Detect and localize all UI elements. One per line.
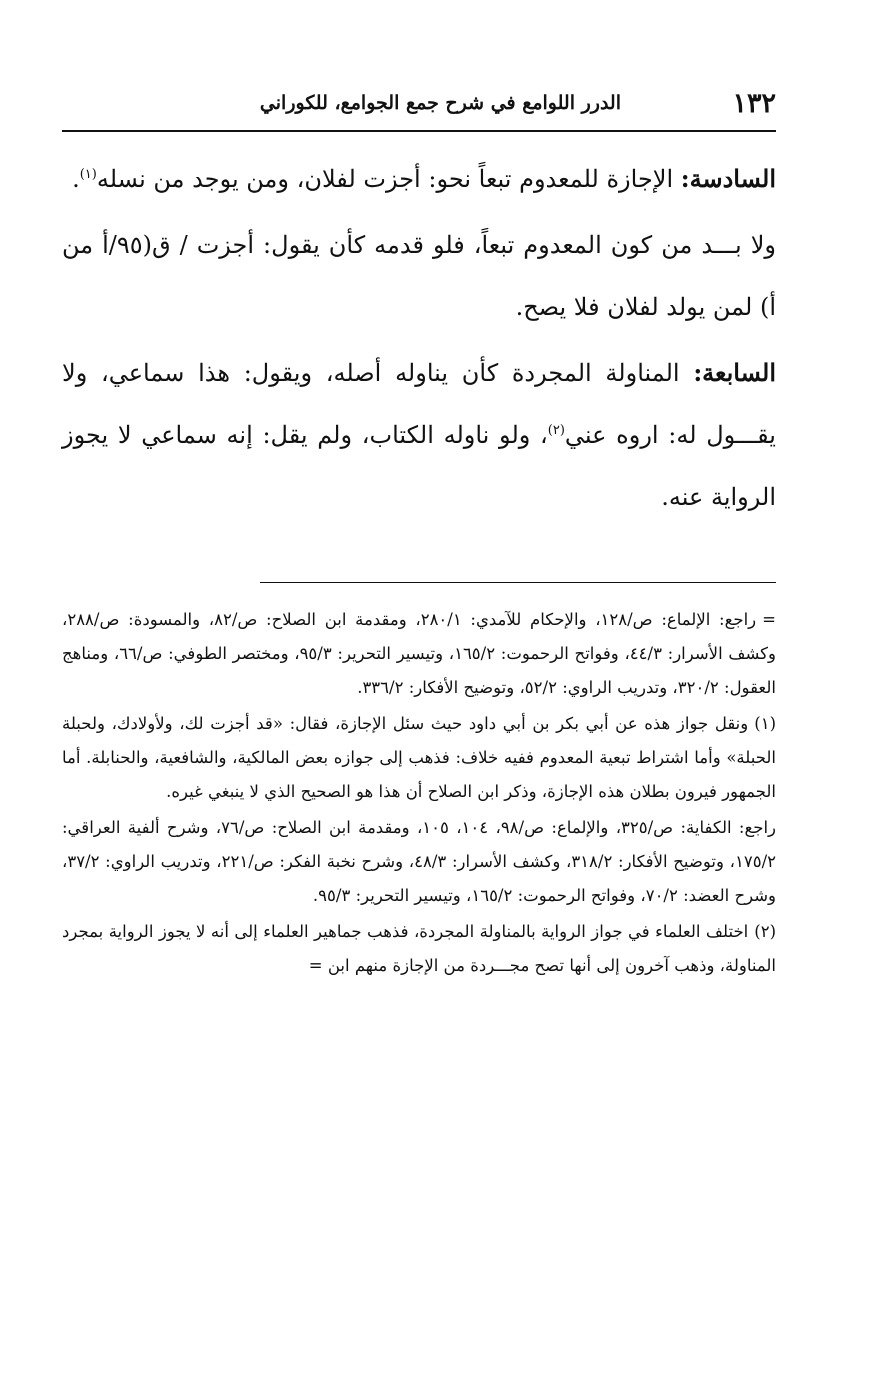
footnote-1-text: ونقل جواز هذه عن أبي بكر بن أبي داود حيث سئل الإجازة، فقال: «قد أجزت لك، ولأولادك، ولحبلة الحبلة» وأما اشتراط تبعية المعدوم ففيه خلاف: فذهب إلى جوازه بعض المالكية، والشافعية، والحنابلة. أما الجمهور فيرون بطلان هذه الإجازة، وذكر ابن الصلاح أن هذا هو الصحيح الذي لا ينبغي غيره. xyxy=(62,714,776,801)
footnotes xyxy=(62,603,776,985)
paragraph-condition: ولا بـــد من كون المعدوم تبعاً، فلو قدمه كأن يقول: أجزت / ق(٩٥/أ من أ) لمن يولد لفلان فلا يصح. xyxy=(62,231,776,321)
term-seventh: السابعة: xyxy=(693,358,776,387)
paragraph-seventh-tail: ، ولو ناوله الكتاب، ولم يقل: إنه سماعي لا يجوز الرواية عنه. xyxy=(62,421,776,511)
footnote-1-marker: (١) xyxy=(754,714,776,733)
paragraph-seventh-text: المناولة المجردة كأن يناوله أصله، ويقول: هذا سماعي، ولا يقـــول له: اروه عني xyxy=(62,359,776,449)
footnote-rule xyxy=(260,582,776,583)
footnote-continuation xyxy=(62,603,776,705)
footnote-1-references: راجع: الكفاية: ص/٣٢٥، والإلماع: ص/٩٨، ١٠٤، ١٠٥، ومقدمة ابن الصلاح: ص/٧٦، وشرح ألفية العراقي: ١٧٥/٢، وتوضيح الأفكار: ٣١٨/٢، وكشف الأسرار: ٤٨/٣، وشرح نخبة الفكر: ص/٢٢١، وتدريب الراوي: ٣٧/٢، وشرح العضد: ٧٠/٢، وفواتح الرحموت: ١٦٥/٢، وتيسير التحرير: ٩٥/٣. xyxy=(62,818,776,905)
footnote-ref-1: (١) xyxy=(79,167,97,182)
footnote-continuation-text: راجع: الإلماع: ص/١٢٨، والإحكام للآمدي: ٢٨٠/١، ومقدمة ابن الصلاح: ص/٨٢، والمسودة: ص/٢٨٨، وكشف الأسرار: ٤٤/٣، وفواتح الرحموت: ١٦٥/٢، وتيسير التحرير: ٩٥/٣، ومختصر الطوفي: ص/٦٦، ومناهج العقول: ٣٢٠/٢، وتدريب الراوي: ٥٢/٢، وتوضيح الأفكار: ٣٣٦/٢. xyxy=(62,610,776,697)
page-header xyxy=(62,88,776,128)
term-sixth: السادسة: xyxy=(680,164,776,193)
footnote-2-marker: (٢) xyxy=(754,922,776,941)
paragraph-sixth xyxy=(62,148,776,210)
running-title: الدرر اللوامع في شرح جمع الجوامع، للكوراني xyxy=(259,92,621,114)
footnote-1 xyxy=(62,707,776,809)
footnote-continuation-marker: = xyxy=(762,610,776,629)
footnote-ref-2: (٢) xyxy=(547,423,565,438)
footnote-2-continues-mark: = xyxy=(308,956,323,975)
paragraph-sixth-tail: . xyxy=(72,165,80,193)
main-text xyxy=(62,148,776,532)
footnote-2 xyxy=(62,915,776,983)
paragraph-seventh xyxy=(62,342,776,528)
header-rule xyxy=(62,130,776,132)
page-number: ١٣٢ xyxy=(732,88,776,119)
paragraph-sixth-text: الإجازة للمعدوم تبعاً نحو: أجزت لفلان، ومن يوجد من نسله xyxy=(96,165,681,193)
footnote-2-text: اختلف العلماء في جواز الرواية بالمناولة المجردة، فذهب جماهير العلماء إلى أنه لا يجوز الرواية بمجرد المناولة، وذهب آخرون إلى أنها تصح مجـــردة من الإجازة منهم ابن xyxy=(62,922,776,975)
